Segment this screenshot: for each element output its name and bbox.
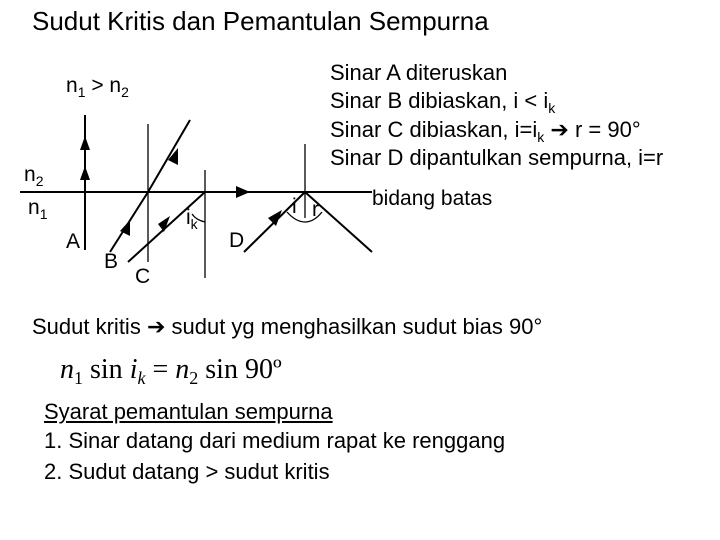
legend-ray-d: Sinar D dipantulkan sempurna, i=r bbox=[330, 145, 664, 170]
medium-n1-label: $n_1$ bbox=[28, 196, 48, 222]
reflection-angle-label: r bbox=[312, 198, 319, 221]
refractive-index-condition: $n_1 > n_2$ bbox=[66, 74, 129, 100]
ray-c-arrow-boundary bbox=[236, 186, 250, 198]
incidence-angle-label: i bbox=[292, 195, 297, 218]
ray-a-label: A bbox=[66, 230, 81, 253]
critical-angle-definition: Sudut kritis ➔ sudut yg menghasilkan sudut bias 90° bbox=[32, 314, 543, 339]
ray-d-label: D bbox=[229, 229, 245, 252]
ray-b-refracted bbox=[148, 120, 190, 192]
ray-a-arrow-upper bbox=[80, 136, 90, 150]
snell-formula: $n_1$ $\sin i_k = n_2$ sin 90º bbox=[60, 354, 282, 388]
ray-c-label: C bbox=[135, 265, 151, 288]
ray-c-arrow bbox=[158, 216, 170, 232]
ray-b-label: B bbox=[104, 250, 119, 273]
medium-n2-label: $n_2$ bbox=[24, 163, 44, 189]
ray-a-arrow-lower bbox=[80, 166, 90, 180]
arrow-right-icon: ➔ bbox=[544, 117, 575, 142]
requirement-item-1: 1. Sinar datang dari medium rapat ke renggang bbox=[44, 428, 506, 453]
legend-ray-a: Sinar A diteruskan bbox=[330, 60, 508, 85]
arrow-right-icon: ➔ bbox=[146, 314, 172, 339]
critical-angle-label: $i_k$ bbox=[186, 206, 198, 232]
page-title: Sudut Kritis dan Pemantulan Sempurna bbox=[32, 6, 489, 36]
requirement-item-2: 2. Sudut datang > sudut kritis bbox=[44, 459, 330, 484]
legend-ray-c: Sinar C dibiaskan, $i=i_k$ ➔ r = 90° bbox=[330, 117, 641, 145]
requirements-heading: Syarat pemantulan sempurna bbox=[44, 399, 333, 424]
legend-ray-b: Sinar B dibiaskan, $i < i_k$ bbox=[330, 88, 556, 116]
boundary-label: bidang batas bbox=[372, 187, 493, 210]
